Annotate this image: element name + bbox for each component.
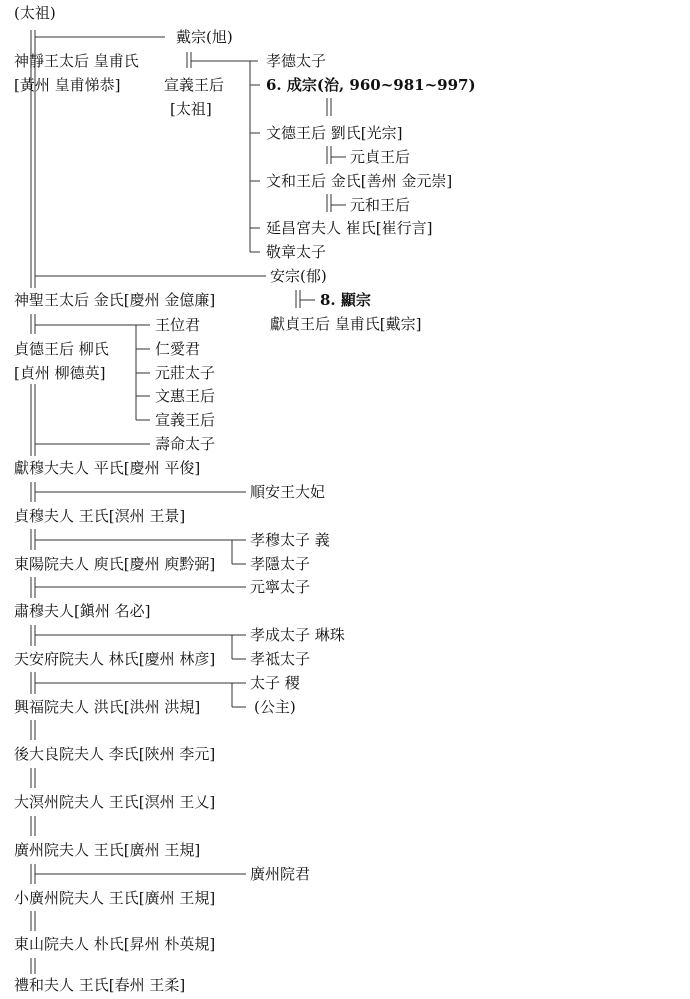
label-taejo: (太祖): [14, 4, 56, 22]
label-queen-seonui: 宣義王后: [164, 76, 225, 94]
label-queen-sinseong: 神聖王太后 金氏[慶州 金億廉]: [14, 291, 216, 309]
label-seonui-parent: [太祖]: [170, 100, 212, 118]
label-hyoseong: 孝成太子 琳珠: [250, 626, 345, 644]
label-seongjong: 6. 成宗(治, 960~981~997): [266, 76, 476, 94]
label-gongju: (公主): [254, 698, 296, 716]
label-hyoji: 孝祗太子: [250, 650, 311, 668]
label-dongyang: 東陽院夫人 庾氏[慶州 庾黔弼]: [14, 555, 216, 573]
label-munhwa: 文和王后 金氏[善州 金元崇]: [266, 172, 453, 190]
label-heungbok: 興福院夫人 洪氏[洪州 洪規]: [14, 698, 201, 716]
label-wonhwa: 元和王后: [350, 196, 411, 214]
label-hudaeryang: 後大良院夫人 李氏[陝州 李元]: [14, 745, 216, 763]
label-queen-jeongdeok: 貞德王后 柳氏: [14, 340, 109, 358]
label-sogwangju: 小廣州院夫人 王氏[廣州 王規]: [14, 889, 216, 907]
label-heonjeong: 獻貞王后 皇甫氏[戴宗]: [270, 315, 422, 333]
label-seonui2: 宣義王后: [155, 411, 216, 429]
label-sinjeong-clan: [黃州 皇甫悌恭]: [14, 76, 121, 94]
label-dongsan: 東山院夫人 朴氏[昇州 朴英規]: [14, 935, 216, 953]
label-daejong: 戴宗(旭): [176, 28, 233, 46]
label-wonnyeong: 元寧太子: [250, 578, 311, 596]
label-wangwi: 王位君: [155, 316, 201, 334]
label-cheonan: 天安府院夫人 林氏[慶州 林彦]: [14, 650, 216, 668]
label-heonmok: 獻穆大夫人 平氏[慶州 平俊]: [14, 459, 201, 477]
label-jeongmok: 貞穆夫人 王氏[溟州 王景]: [14, 507, 186, 525]
label-yeonchang: 延昌宮夫人 崔氏[崔行言]: [266, 219, 433, 237]
label-gwangju: 廣州院夫人 王氏[廣州 王規]: [14, 841, 201, 859]
label-yehwa: 禮和夫人 王氏[春州 王柔]: [14, 976, 186, 994]
label-daemyeongju: 大溟州院夫人 王氏[溟州 王乂]: [14, 793, 216, 811]
label-jeongdeok-clan: [貞州 柳德英]: [14, 364, 106, 382]
label-wonjang: 元莊太子: [155, 364, 216, 382]
label-inae: 仁愛君: [155, 340, 201, 358]
label-taeja-jik: 太子 稷: [250, 674, 300, 692]
label-munhye: 文惠王后: [155, 387, 216, 405]
label-hyeonjong: 8. 顯宗: [320, 291, 371, 309]
label-gyeongjang: 敬章太子: [266, 243, 327, 261]
label-sunan: 順安王大妃: [250, 483, 326, 501]
label-sukmok: 肅穆夫人[鎭州 名必]: [14, 602, 151, 620]
label-hyoeun: 孝隱太子: [250, 555, 311, 573]
label-gwangju-gun: 廣州院君: [250, 865, 311, 883]
label-anjong: 安宗(郁): [270, 267, 327, 285]
label-hyodeok: 孝德太子: [266, 52, 327, 70]
label-suryeong: 壽命太子: [155, 435, 216, 453]
label-queen-sinjeong: 神靜王太后 皇甫氏: [14, 52, 139, 70]
label-wonjeong: 元貞王后: [350, 148, 411, 166]
label-munduk: 文德王后 劉氏[光宗]: [266, 124, 403, 142]
label-hyomok: 孝穆太子 義: [250, 531, 330, 549]
